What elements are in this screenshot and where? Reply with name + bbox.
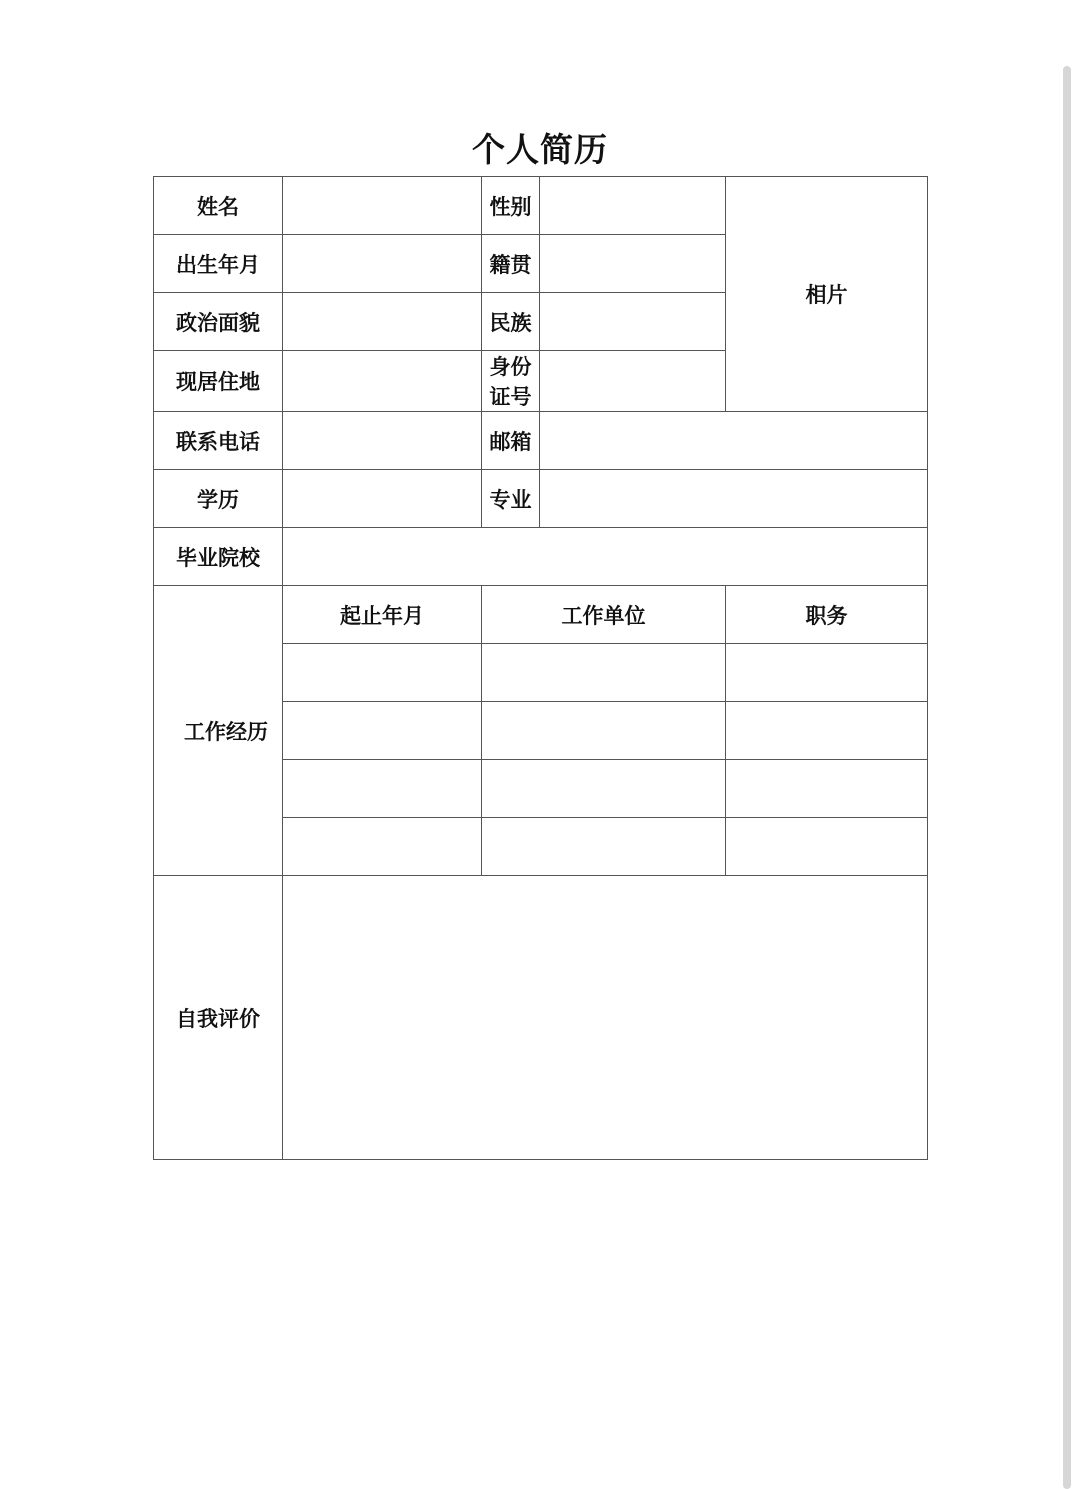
photo-box[interactable]: 相片 [726, 177, 928, 412]
work-position-cell[interactable] [726, 644, 928, 702]
address-field[interactable] [283, 351, 482, 412]
work-experience-label: 工作经历 [154, 586, 283, 876]
major-label: 专业 [482, 470, 540, 528]
address-label: 现居住地 [154, 351, 283, 412]
self-evaluation-label: 自我评价 [154, 876, 283, 1160]
id-number-field[interactable] [540, 351, 726, 412]
id-number-label: 身份证号 [482, 351, 540, 412]
ethnicity-label: 民族 [482, 293, 540, 351]
school-field[interactable] [283, 528, 928, 586]
work-company-cell[interactable] [482, 818, 726, 876]
work-position-cell[interactable] [726, 818, 928, 876]
gender-field[interactable] [540, 177, 726, 235]
work-company-cell[interactable] [482, 644, 726, 702]
work-header-period: 起止年月 [283, 586, 482, 644]
work-position-cell[interactable] [726, 760, 928, 818]
education-field[interactable] [283, 470, 482, 528]
work-company-cell[interactable] [482, 702, 726, 760]
name-label: 姓名 [154, 177, 283, 235]
work-header-position: 职务 [726, 586, 928, 644]
major-field[interactable] [540, 470, 928, 528]
work-period-cell[interactable] [283, 644, 482, 702]
work-position-cell[interactable] [726, 702, 928, 760]
email-field[interactable] [540, 412, 928, 470]
birth-label: 出生年月 [154, 235, 283, 293]
self-evaluation-field[interactable] [283, 876, 928, 1160]
name-field[interactable] [283, 177, 482, 235]
ethnicity-field[interactable] [540, 293, 726, 351]
work-header-company: 工作单位 [482, 586, 726, 644]
phone-label: 联系电话 [154, 412, 283, 470]
work-company-cell[interactable] [482, 760, 726, 818]
resume-table [153, 176, 928, 1160]
work-period-cell[interactable] [283, 760, 482, 818]
birth-field[interactable] [283, 235, 482, 293]
page-title: 个人简历 [472, 130, 608, 169]
phone-field[interactable] [283, 412, 482, 470]
work-period-cell[interactable] [283, 702, 482, 760]
email-label: 邮箱 [482, 412, 540, 470]
native-place-label: 籍贯 [482, 235, 540, 293]
gender-label: 性别 [482, 177, 540, 235]
political-status-label: 政治面貌 [154, 293, 283, 351]
political-status-field[interactable] [283, 293, 482, 351]
education-label: 学历 [154, 470, 283, 528]
vertical-scrollbar[interactable] [1063, 66, 1071, 1489]
school-label: 毕业院校 [154, 528, 283, 586]
native-place-field[interactable] [540, 235, 726, 293]
work-period-cell[interactable] [283, 818, 482, 876]
